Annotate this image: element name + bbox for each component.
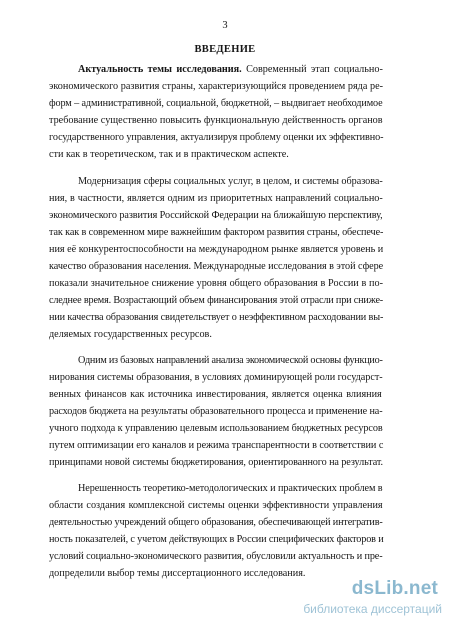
line-text: допределили выбор темы диссертационного исследования. (49, 568, 306, 579)
section-heading: ВВЕДЕНИЕ (194, 44, 256, 55)
line-text: путем оптимизации его каналов и режима транспарентности в соответствии с (49, 440, 384, 451)
text-line (49, 278, 383, 290)
line-text: нирования системы образования, в условиях доминирующей роли государст- (49, 372, 383, 383)
text-line (49, 389, 382, 401)
text-line (49, 517, 383, 529)
text-line (49, 149, 289, 161)
line-text: учного подхода к управлению целевым использованием бюджетных ресурсов (49, 423, 383, 434)
text-line (49, 312, 383, 324)
line-text: следнее время. Возрастающий объем финансирования этой отрасли при сниже- (49, 295, 384, 306)
line-text: экономического развития Российской Федерации на ближайшую перспективу, (49, 210, 383, 221)
line-text: качество образования населения. Международные исследования в этой сфере (49, 261, 384, 272)
watermark-logo (292, 578, 442, 622)
line-text: ния, в частности, является одним из приоритетных направлений социально- (49, 193, 383, 204)
line-text: условий социально-экономического развития, обусловили актуальность и пре- (49, 551, 383, 562)
watermark-brand: dsLib.net (351, 578, 438, 599)
line-text: так как в современном мире важнейшим фактором развития страны, обеспече- (49, 227, 384, 238)
line-text: Модернизация сферы социальных услуг, в целом, и системы образова- (78, 176, 383, 187)
line-text: государственного управления, актуализируя проблему оценки их эффективно- (49, 132, 384, 143)
line-text: Современный этап социально- (241, 64, 383, 75)
text-line (49, 132, 383, 144)
line-text: области создания комплексной системы оценки эффективности управления (49, 500, 383, 511)
line-text: нии качества образования свидетельствует о неэффективном расходовании вы- (49, 312, 384, 323)
text-line (49, 500, 383, 512)
text-line (78, 355, 383, 367)
page-number: 3 (222, 20, 228, 31)
text-line (49, 534, 384, 546)
text-line (49, 329, 212, 341)
line-text: ния её конкурентоспособности на международном рынке является уровень и (49, 244, 384, 255)
text-line (49, 81, 383, 93)
text-line (49, 295, 383, 307)
line-text: расходов бюджета на результаты образовательного процесса и применение на- (49, 406, 383, 417)
text-line (49, 551, 383, 563)
text-line (49, 440, 383, 452)
line-text: требование существенно повысить функциональную действенность органов (49, 115, 383, 126)
line-text: деятельностью учреждений общего образования, обеспечивающей интегратив- (49, 517, 383, 528)
bold-lead-phrase: Актуальность темы исследования. (78, 64, 242, 75)
line-text: сти как в теоретическом, так и в практическом аспекте. (49, 149, 289, 160)
text-line (49, 568, 305, 580)
line-text: Одним из базовых направлений анализа экономической основы функцио- (78, 355, 383, 366)
text-line (49, 244, 383, 256)
text-line (49, 115, 383, 127)
text-line (49, 372, 383, 384)
text-line (49, 457, 383, 469)
line-text: деляемых государственных ресурсов. (49, 329, 212, 340)
text-line (49, 261, 383, 273)
line-text: Нерешенность теоретико-методологических и практических проблем в (78, 483, 383, 494)
line-text: экономического развития страны, характеризующийся проведением ряда ре- (49, 81, 384, 92)
text-line (78, 176, 383, 188)
text-line (49, 227, 383, 239)
watermark-subtitle: библиотека диссертаций (303, 602, 442, 616)
line-text: показали значительное снижение уровня общего образования в России в по- (49, 278, 383, 289)
text-line (49, 98, 383, 110)
text-line (78, 483, 383, 495)
line-text: форм – административной, социальной, бюджетной, – выдвигает необходимое (49, 98, 383, 109)
line-text: ность показателей, с учетом действующих в России специфических факторов и (49, 534, 384, 545)
text-line (49, 193, 383, 205)
text-line (78, 64, 383, 76)
line-text: венных финансов как источника инвестирования, является оценка влияния (49, 389, 382, 400)
line-text: принципами новой системы бюджетирования, ориентированного на результат. (49, 457, 383, 468)
text-line (49, 406, 383, 418)
text-line (49, 210, 383, 222)
text-line (49, 423, 383, 435)
